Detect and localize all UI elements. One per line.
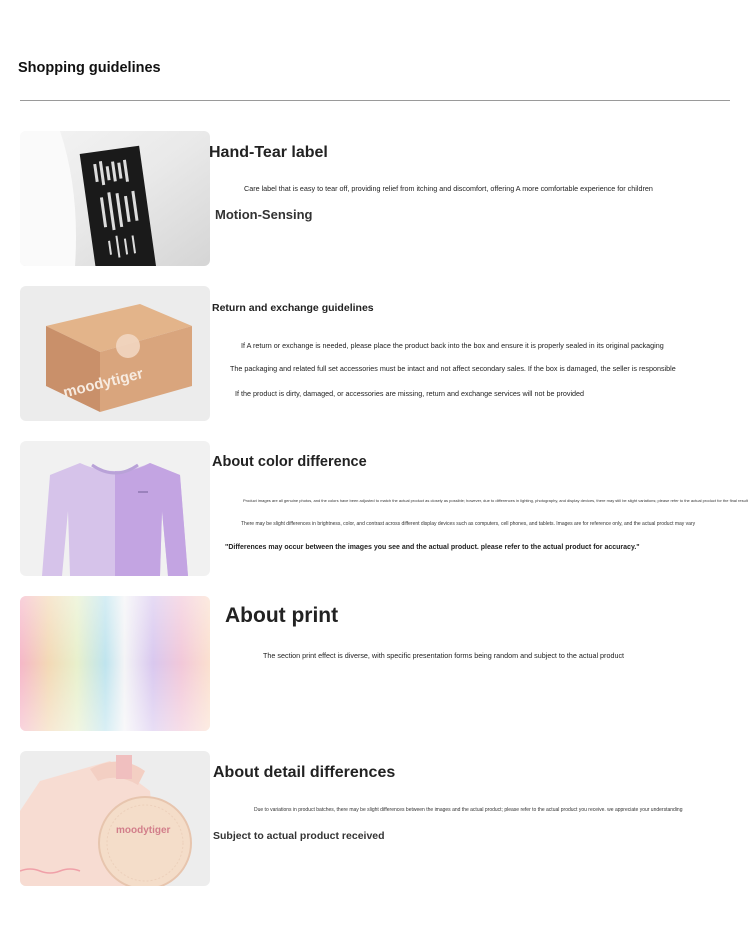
sweater-image [20, 441, 210, 576]
page-title: Shopping guidelines [18, 60, 161, 76]
divider [20, 100, 730, 101]
box-brand-text: moodytiger [61, 365, 145, 402]
badge-brand-text: moodytiger [116, 825, 171, 836]
section-text: If A return or exchange is needed, please place the product back into the box and ensure it is properly sealed in its original packaging [241, 341, 664, 350]
section-text: The packaging and related full set accessories must be intact and not affect secondary sales. If the box is damaged, the seller is responsible [230, 364, 676, 373]
section-subheading: Subject to actual product received [213, 830, 385, 842]
section-heading: Return and exchange guidelines [212, 302, 374, 314]
iridescent-print-image [20, 596, 210, 731]
packaging-box-image [20, 286, 210, 421]
section-text: Product images are all genuine photos, and the colors have been adjusted to match the actual product as closely as possible; however, due to differences in lighting, photography, and display devices, there may still be slight variations; please refer to the actual product for the final result [243, 498, 748, 503]
section-heading: Hand-Tear label [209, 144, 328, 161]
collar-detail-image [20, 751, 210, 886]
section-text: Care label that is easy to tear off, providing relief from itching and discomfort, offering A more comfortable experience for children [244, 184, 653, 193]
section-text: There may be slight differences in brightness, color, and contrast across different display devices such as computers, cell phones, and tablets. Images are for reference only, and the actual product may vary [241, 521, 696, 527]
section-text: The section print effect is diverse, with specific presentation forms being random and subject to the actual product [263, 651, 625, 660]
section-subheading: Motion-Sensing [215, 207, 313, 222]
section-note: "Differences may occur between the images you see and the actual product. please refer to the actual product for accuracy." [225, 544, 640, 551]
section-text: Due to variations in product batches, there may be slight differences between the images and the actual product; please refer to the actual product you receive. we appreciate your understanding [254, 807, 683, 813]
section-heading: About print [225, 604, 339, 627]
section-heading: About detail differences [213, 764, 396, 781]
section-heading: About color difference [212, 454, 367, 470]
section-text: If the product is dirty, damaged, or accessories are missing, return and exchange services will not be provided [235, 389, 585, 398]
care-label-image [20, 131, 210, 266]
